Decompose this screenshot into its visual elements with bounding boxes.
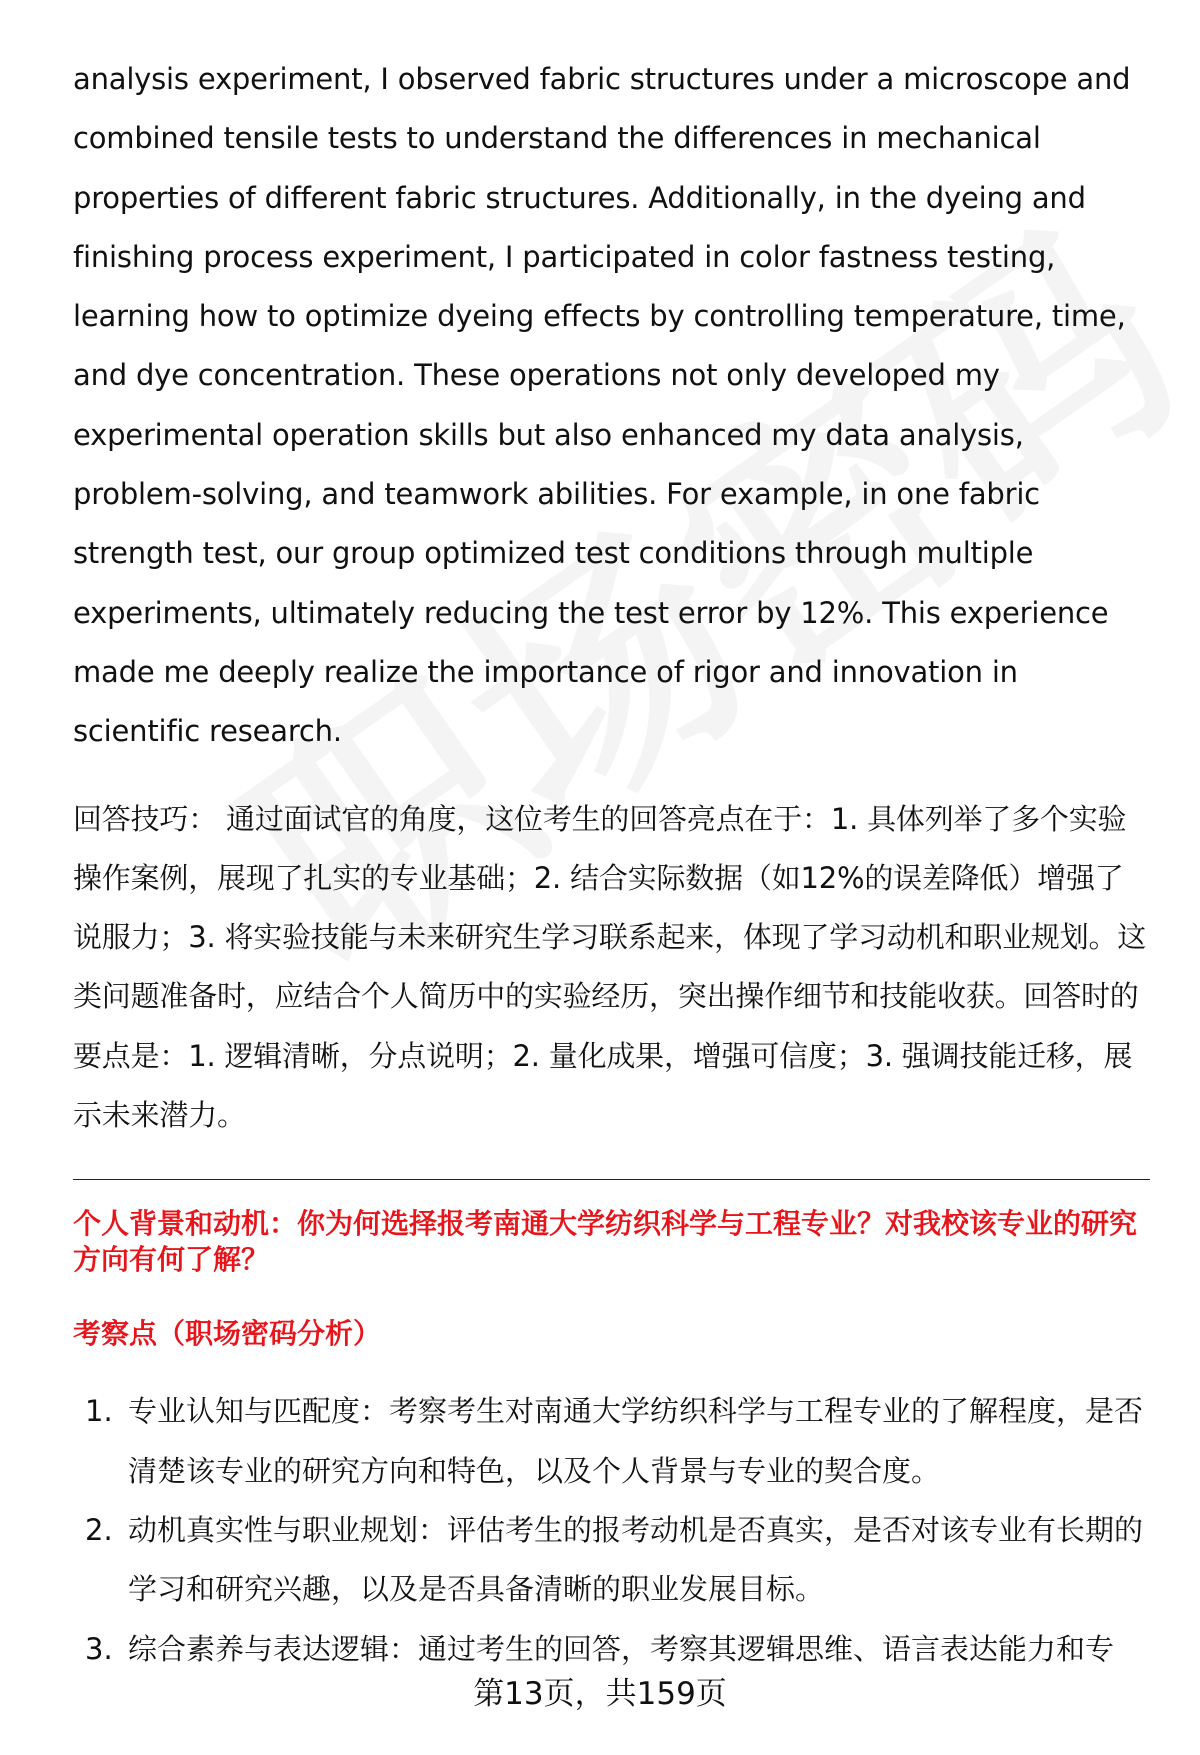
answer-paragraph: analysis experiment, I observed fabric structures under a microscope and combined tensile tests to understand the differences in mechanical properties of different fabric structures. Additionally, in the dyeing and finishing process experiment, I participated in color fastness testing, learning how to optimize dyeing effects by controlling temperature, time, and dye concentration. These operations not only developed my experimental operation skills but also enhanced my data analysis, problem-solving, and teamwork abilities. For example, in one fabric strength test, our group optimized test conditions through multiple experiments, ultimately reducing the test error by 12%. This experience made me deeply realize the importance of rigor and innovation in scientific research. [73, 62, 1131, 749]
list-item [73, 1501, 1150, 1620]
list-text: 综合素养与表达逻辑：通过考生的回答，考察其逻辑思维、语言表达能力和专 [128, 1631, 1115, 1666]
answer-tips-paragraph: 回答技巧： 通过面试官的角度，这位考生的回答亮点在于：1. 具体列举了多个实验操作案例，展现了扎实的专业基础；2. 结合实际数据（如12%的误差降低）增强了说服力；3. 将实验技能与未来研究生学习联系起来，体现了学习动机和职业规划。这类问题准备时，应结合个人简历中的实验经历，突出操作细节和技能收获。回答时的要点是：1. 逻辑清晰，分点说明；2. 量化成果，增强可信度；3. 强调技能迁移，展示未来潜力。 [73, 801, 1147, 1133]
list-number: 1. [85, 1394, 113, 1429]
list-number: 3. [85, 1631, 113, 1666]
page-number: 第13页，共159页 [473, 1676, 727, 1712]
question-heading: 个人背景和动机：你为何选择报考南通大学纺织科学与工程专业？对我校该专业的研究方向有何了解？ [73, 1207, 1138, 1277]
list-text: 专业认知与匹配度：考察考生对南通大学纺织科学与工程专业的了解程度，是否清楚该专业的研究方向和特色，以及个人背景与专业的契合度。 [128, 1394, 1144, 1488]
list-number: 2. [85, 1512, 113, 1547]
list-text: 动机真实性与职业规划：评估考生的报考动机是否真实，是否对该专业有长期的学习和研究兴趣，以及是否具备清晰的职业发展目标。 [128, 1512, 1144, 1607]
document-page [73, 50, 1150, 1679]
list-item [73, 1382, 1150, 1501]
section-heading: 考察点（职场密码分析） [73, 1317, 382, 1351]
points-list [73, 1382, 1150, 1678]
section-divider [73, 1179, 1150, 1180]
